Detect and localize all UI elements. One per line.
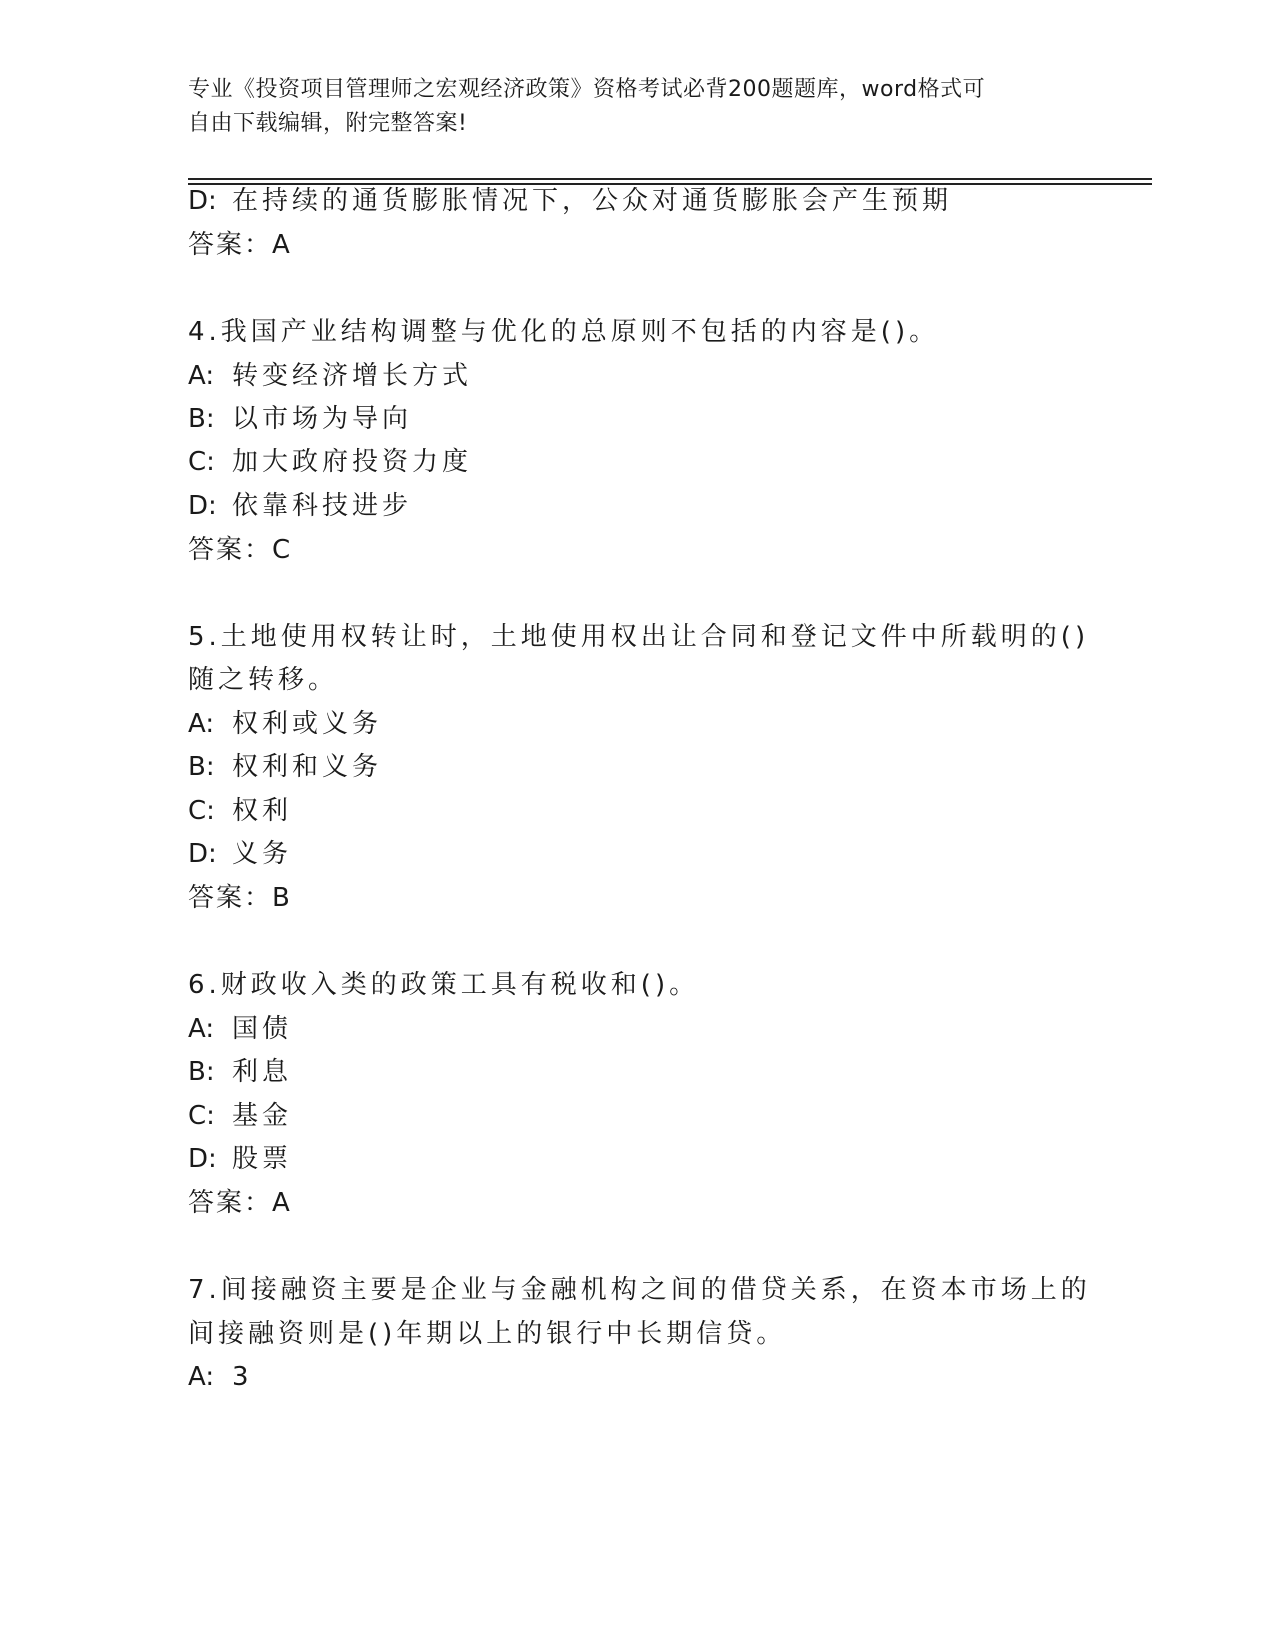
question-6-option-c [188, 1101, 292, 1131]
question-4-option-b [188, 404, 412, 434]
question-5-answer: 答案：B [188, 883, 292, 913]
option-text: 基金 [232, 1101, 293, 1131]
option-key: B: [188, 404, 215, 434]
question-4-option-c [188, 447, 472, 477]
question-6-answer: 答案：A [188, 1188, 292, 1218]
header-line-1: 专业《投资项目管理师之宏观经济政策》资格考试必背200题题库，word格式可 [188, 77, 986, 102]
option-text: 加大政府投资力度 [232, 447, 473, 477]
option-text: 以市场为导向 [232, 404, 413, 434]
option-key: A: [188, 1362, 215, 1392]
option-text: 在持续的通货膨胀情况下，公众对通货膨胀会产生预期 [232, 186, 953, 216]
question-6-stem: 6.财政收入类的政策工具有税收和()。 [188, 970, 700, 1000]
option-key: A: [188, 1014, 215, 1044]
question-4-option-d [188, 491, 412, 521]
option-text: 股票 [232, 1144, 293, 1174]
option-text: 权利或义务 [232, 709, 383, 739]
question-7-stem-line-1: 7.间接融资主要是企业与金融机构之间的借贷关系，在资本市场上的 [188, 1275, 1091, 1305]
question-7-stem-line-2: 间接融资则是()年期以上的银行中长期信贷。 [188, 1319, 787, 1349]
question-7-option-a [188, 1362, 253, 1392]
question-5-option-b [188, 752, 382, 782]
option-key: C: [188, 1101, 215, 1131]
option-key: A: [188, 709, 215, 739]
question-5-stem-line-1: 5.土地使用权转让时，土地使用权出让合同和登记文件中所载明的() [188, 622, 1090, 652]
question-5-option-d [188, 839, 292, 869]
option-key: D: [188, 1144, 217, 1174]
question-6-option-b [188, 1057, 292, 1087]
option-text: 权利 [232, 796, 293, 826]
option-text: 转变经济增长方式 [232, 361, 473, 391]
document-header [188, 73, 1068, 141]
option-text: 义务 [232, 839, 293, 869]
header-divider-top [188, 178, 1152, 180]
option-key: D: [188, 839, 217, 869]
question-5-stem-line-2: 随之转移。 [188, 665, 339, 695]
option-text: 依靠科技进步 [232, 491, 413, 521]
option-key: B: [188, 752, 215, 782]
prev-answer: 答案：A [188, 230, 292, 260]
option-key: A: [188, 361, 215, 391]
header-line-2: 自由下载编辑，附完整答案! [188, 111, 468, 136]
prev-option-d [188, 186, 952, 216]
question-4-option-a [188, 361, 472, 391]
option-key: D: [188, 186, 217, 216]
header-divider-bottom [188, 183, 1152, 185]
option-key: C: [188, 447, 215, 477]
question-5-option-a [188, 709, 382, 739]
option-text: 权利和义务 [232, 752, 383, 782]
question-4-answer: 答案：C [188, 535, 293, 565]
option-key: D: [188, 491, 217, 521]
question-6-option-a [188, 1014, 292, 1044]
option-text: 3 [232, 1362, 253, 1392]
question-4-stem: 4.我国产业结构调整与优化的总原则不包括的内容是()。 [188, 317, 940, 347]
question-6-option-d [188, 1144, 292, 1174]
option-key: B: [188, 1057, 215, 1087]
option-key: C: [188, 796, 215, 826]
option-text: 利息 [232, 1057, 293, 1087]
option-text: 国债 [232, 1014, 293, 1044]
question-5-option-c [188, 796, 292, 826]
